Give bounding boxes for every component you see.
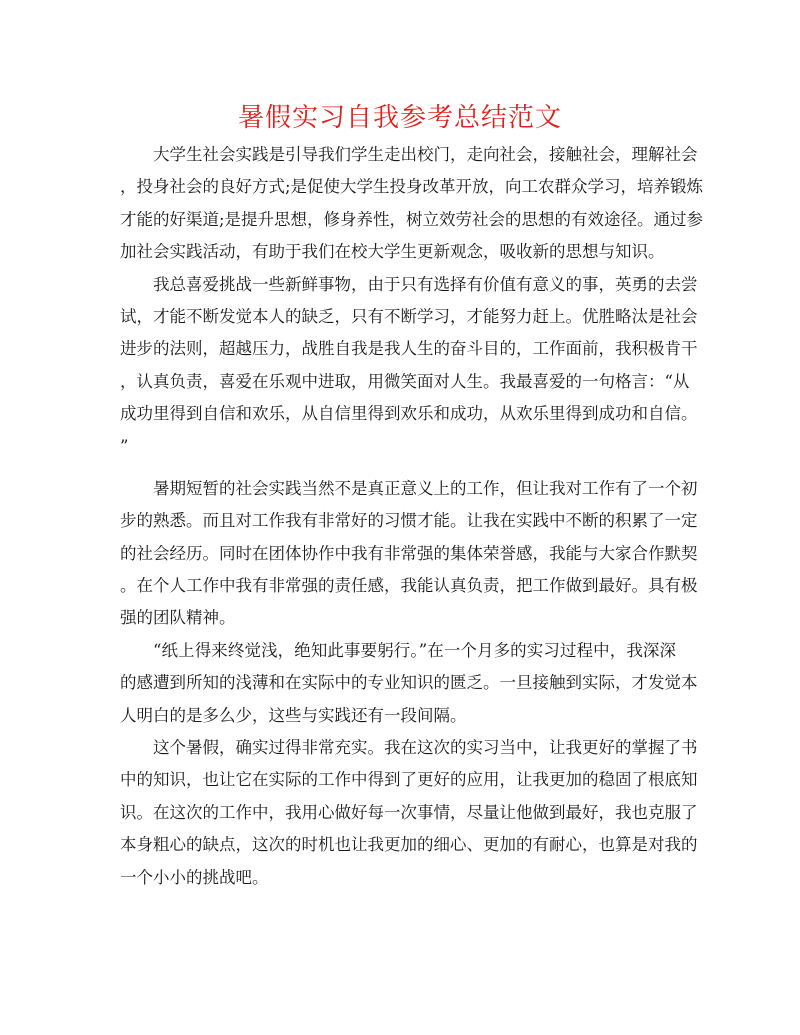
paragraph-gap	[120, 463, 676, 473]
paragraph-line: 我总喜爱挑战一些新鲜事物，由于只有选择有价值有意义的事，英勇的去尝	[153, 274, 698, 294]
paragraph-line: 试，才能不断发觉本人的缺乏，只有不断学习，才能努力赶上。优胜略汰是社会	[120, 306, 698, 326]
paragraph-line: ，认真负责，喜爱在乐观中进取，用微笑面对人生。我最喜爱的一句格言：“从	[120, 371, 690, 391]
paragraph-4	[120, 635, 698, 732]
document-title: 暑假实习自我参考总结范文	[237, 103, 562, 133]
paragraph-line: 才能的好渠道;是提升思想，修身养性，树立效劳社会的思想的有效途径。通过参	[120, 209, 704, 229]
paragraph-line: 一个小小的挑战吧。	[120, 867, 269, 887]
document-body	[120, 139, 704, 894]
paragraph-line: 人明白的是多么少，这些与实践还有一段间隔。	[120, 705, 467, 725]
paragraph-line: 本身粗心的缺点，这次的时机也让我更加的细心、更加的有耐心，也算是对我的	[120, 835, 698, 855]
paragraph-line: 强的团队精神。	[120, 608, 236, 628]
paragraph-line: 大学生社会实践是引导我们学生走出校门，走向社会，接触社会，理解社会	[153, 145, 698, 164]
paragraph-3	[120, 473, 698, 635]
paragraph-line: “纸上得来终觉浅，绝知此事要躬行。”在一个月多的实习过程中，我深深	[153, 640, 676, 660]
paragraph-2	[120, 269, 698, 463]
paragraph-line: 进步的法则，超越压力，战胜自我是我人生的奋斗目的，工作面前，我积极肯干	[120, 339, 698, 359]
paragraph-line: 中的知识，也让它在实际的工作中得到了更好的应用，让我更加的稳固了根底知	[120, 770, 698, 790]
paragraph-line: 成功里得到自信和欢乐，从自信里得到欢乐和成功，从欢乐里得到成功和自信。	[120, 404, 698, 424]
paragraph-line: 这个暑假，确实过得非常充实。我在这次的实习当中，让我更好的掌握了书	[153, 738, 698, 758]
paragraph-1	[120, 139, 704, 269]
paragraph-line: 加社会实践活动，有助于我们在校大学生更新观念，吸收新的思想与知识。	[120, 242, 665, 262]
paragraph-line: 步的熟悉。而且对工作我有非常好的习惯才能。让我在实践中不断的积累了一定	[120, 511, 698, 531]
paragraph-line: 的社会经历。同时在团体协作中我有非常强的集体荣誉感，我能与大家合作默契	[120, 543, 698, 563]
paragraph-line: 识。在这次的工作中，我用心做好每一次事情，尽量让他做到最好，我也克服了	[120, 802, 698, 822]
paragraph-5	[120, 732, 698, 894]
paragraph-line: 。在个人工作中我有非常强的责任感，我能认真负责，把工作做到最好。具有极	[120, 576, 698, 596]
paragraph-line: 的感遭到所知的浅薄和在实际中的专业知识的匮乏。一旦接触到实际，才发觉本	[120, 673, 698, 693]
paragraph-line: ”	[120, 436, 129, 456]
paragraph-line: ，投身社会的良好方式;是促使大学生投身改革开放，向工农群众学习，培养锻炼	[120, 177, 704, 197]
paragraph-line: 暑期短暂的社会实践当然不是真正意义上的工作，但让我对工作有了一个初	[153, 478, 698, 498]
